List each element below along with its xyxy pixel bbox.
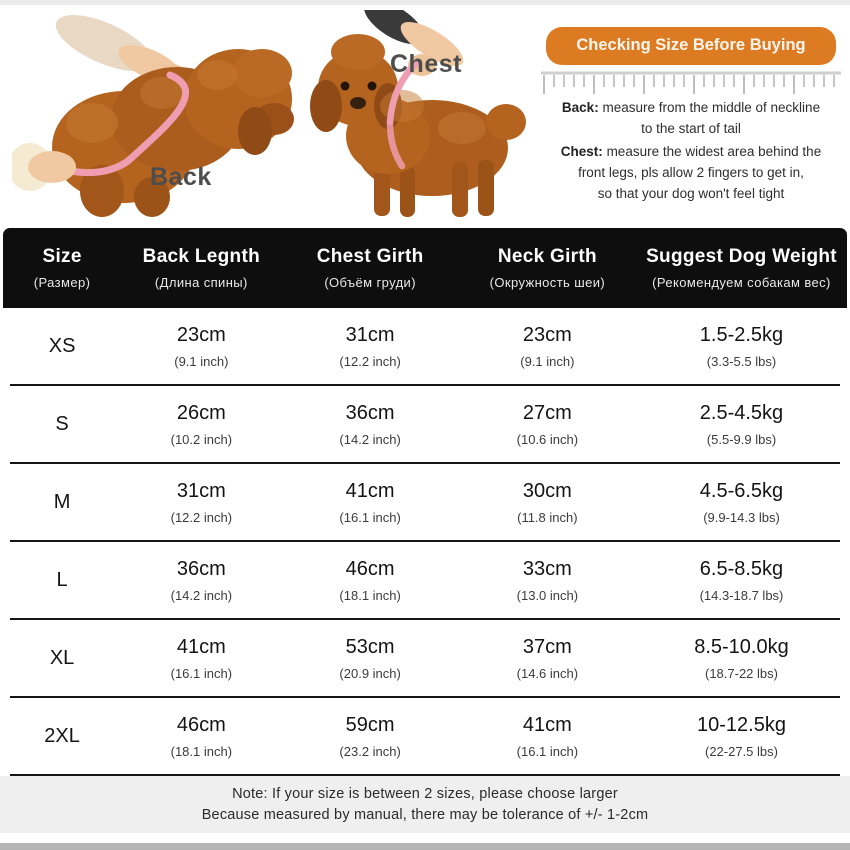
chest-photo-label: Chest — [390, 50, 462, 78]
table-row: 2XL 46cm (18.1 inch) 59cm (23.2 inch) 41cm (16.1 inch) 10-12.5kg (22-27.5 lbs) — [3, 698, 847, 774]
header-back-length: Back Legnth (Длина спины) — [142, 246, 260, 290]
header-neck-girth: Neck Girth (Окружность шеи) — [489, 246, 606, 290]
size-table — [3, 228, 847, 776]
header-dog-weight: Suggest Dog Weight (Рекомендуем собакам вес) — [646, 246, 837, 290]
back-photo-label: Back — [150, 163, 212, 191]
bottom-edge-bar — [0, 843, 850, 850]
table-row: L 36cm (14.2 inch) 46cm (18.1 inch) 33cm (13.0 inch) 6.5-8.5kg (14.3-18.7 lbs) — [3, 542, 847, 618]
table-row: XS 23cm (9.1 inch) 31cm (12.2 inch) 23cm (9.1 inch) 1.5-2.5kg (3.3-5.5 lbs) — [3, 308, 847, 384]
header-size: Size (Размер) — [33, 246, 91, 290]
back-instruction-label: Back: — [561, 100, 599, 115]
back-instruction: Back: measure from the middle of neckline to the start of tail — [561, 100, 821, 136]
note-line-1: Note: If your size is between 2 sizes, please choose larger — [232, 786, 618, 802]
checking-size-banner: Checking Size Before Buying — [546, 27, 836, 65]
measure-instructions — [535, 97, 847, 204]
table-row: S 26cm (10.2 inch) 36cm (14.2 inch) 27cm (10.6 inch) 2.5-4.5kg (5.5-9.9 lbs) — [3, 386, 847, 462]
measuring-guide-section — [0, 5, 850, 228]
table-row: M 31cm (12.2 inch) 41cm (16.1 inch) 30cm (11.8 inch) 4.5-6.5kg (9.9-14.3 lbs) — [3, 464, 847, 540]
chest-measure-photo — [282, 10, 542, 225]
dog-chest-illustration — [282, 10, 542, 225]
header-chest-girth: Chest Girth (Объём груди) — [316, 246, 424, 290]
guide-instructions-panel — [535, 27, 847, 204]
note-footer — [0, 776, 850, 833]
table-header-row — [3, 228, 847, 308]
chest-instruction-label: Chest: — [560, 144, 603, 159]
table-row: XL 41cm (16.1 inch) 53cm (20.9 inch) 37cm (14.6 inch) 8.5-10.0kg (18.7-22 lbs) — [3, 620, 847, 696]
ruler-icon — [539, 69, 843, 95]
note-line-2: Because measured by manual, there may be tolerance of +/- 1-2cm — [201, 807, 649, 823]
chest-instruction: Chest: measure the widest area behind the front legs, pls allow 2 fingers to get in, so that your dog won't feel tight — [560, 144, 822, 201]
